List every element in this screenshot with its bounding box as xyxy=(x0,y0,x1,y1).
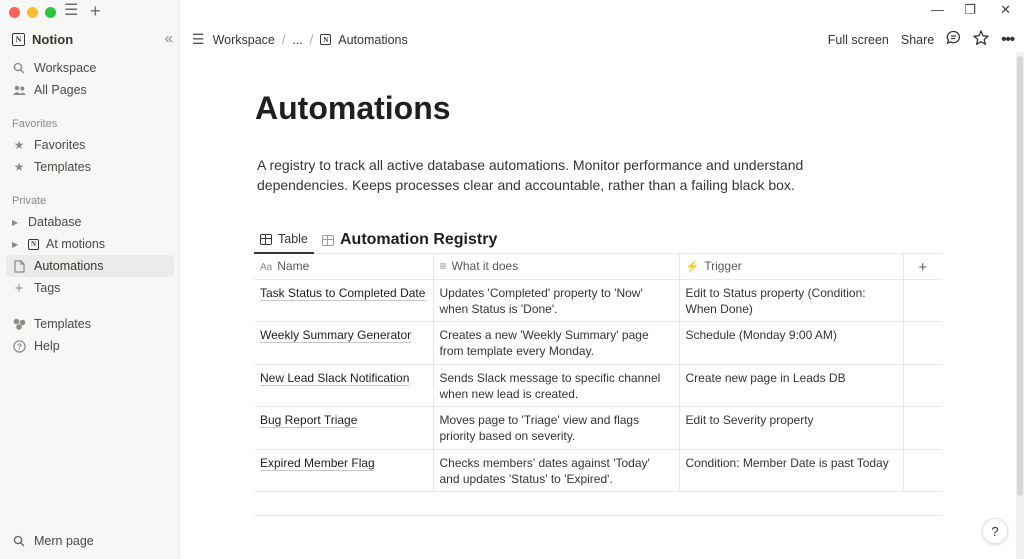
table-row[interactable] xyxy=(254,279,942,322)
sidebar-item-all-pages[interactable] xyxy=(6,79,174,101)
column-header-label: Name xyxy=(277,259,310,273)
sidebar-item-database[interactable] xyxy=(6,211,174,233)
column-header-label: What it does xyxy=(451,259,519,273)
collapse-sidebar-icon[interactable]: « xyxy=(164,30,170,47)
scrollbar-thumb[interactable] xyxy=(1017,56,1023,496)
tab-table[interactable] xyxy=(254,226,314,254)
lightning-icon: ⚡ xyxy=(685,261,700,273)
row-name[interactable]: New Lead Slack Notification xyxy=(260,370,410,385)
favorite-star-icon[interactable] xyxy=(973,30,989,49)
automation-registry-table xyxy=(254,254,942,492)
star-icon: ★ xyxy=(13,160,25,174)
search-icon xyxy=(12,535,26,547)
notion-logo-icon: N xyxy=(12,33,25,46)
sidebar-item-label: Workspace xyxy=(34,61,97,75)
row-empty-cell xyxy=(903,449,942,492)
window-traffic-lights xyxy=(9,7,56,18)
page-icon xyxy=(12,260,26,273)
breadcrumb-separator: / xyxy=(281,32,286,47)
breadcrumb-automations[interactable]: Automations xyxy=(338,32,408,47)
row-trigger[interactable]: Create new page in Leads DB xyxy=(679,364,903,407)
sidebar xyxy=(0,0,180,559)
restore-icon[interactable]: ❐ xyxy=(964,2,976,17)
row-empty-cell xyxy=(903,407,942,450)
divider xyxy=(254,515,942,516)
share-button[interactable]: Share xyxy=(900,32,935,47)
sidebar-item-favorites[interactable] xyxy=(6,134,174,156)
row-empty-cell xyxy=(903,322,942,365)
row-name[interactable]: Expired Member Flag xyxy=(260,455,375,470)
row-trigger[interactable]: Condition: Member Date is past Today xyxy=(679,449,903,492)
help-circle-icon xyxy=(12,340,26,353)
search-icon xyxy=(12,62,26,74)
row-trigger[interactable]: Edit to Status property (Condition: When Done) xyxy=(679,279,903,322)
row-what[interactable]: Creates a new 'Weekly Summary' page from template every Monday. xyxy=(433,322,679,365)
top-actions xyxy=(828,30,1014,49)
sidebar-item-automations[interactable] xyxy=(6,255,174,277)
column-header-label: Trigger xyxy=(704,259,742,273)
title-property-icon: Aa xyxy=(260,262,273,273)
tab-table-label: Table xyxy=(278,232,308,246)
shapes-icon xyxy=(12,318,26,330)
sidebar-item-label: Favorites xyxy=(34,138,86,152)
breadcrumb xyxy=(192,31,408,48)
sidebar-item-label: Automations xyxy=(34,259,104,273)
caret-right-icon[interactable]: ▶ xyxy=(12,239,19,249)
caret-right-icon[interactable]: ▶ xyxy=(12,217,19,227)
row-what[interactable]: Sends Slack message to specific channel when new lead is created. xyxy=(433,364,679,407)
table-icon xyxy=(322,235,334,246)
column-header-what[interactable] xyxy=(433,254,679,279)
row-trigger[interactable]: Edit to Severity property xyxy=(679,407,903,450)
hamburger-icon[interactable]: ☰ xyxy=(192,31,205,47)
search-page-button[interactable] xyxy=(12,534,94,548)
page-description: A registry to track all active database automations. Monitor performance and understand dependencies. Keeps processes clear and accountable, rather than a failing black box. xyxy=(257,157,804,193)
row-name[interactable]: Task Status to Completed Date xyxy=(260,285,426,300)
minimize-icon[interactable]: — xyxy=(931,2,944,17)
row-empty-cell xyxy=(903,279,942,322)
sidebar-item-templates-fav[interactable] xyxy=(6,156,174,178)
top-bar xyxy=(180,26,1024,52)
database-title-row xyxy=(322,226,497,254)
sidebar-item-label: Help xyxy=(34,339,60,353)
column-header-name[interactable] xyxy=(254,254,433,279)
menu-icon[interactable]: ☰ xyxy=(64,2,79,19)
database-view-tabs xyxy=(254,226,942,254)
new-tab-icon[interactable]: + xyxy=(90,1,101,21)
sidebar-item-at-motions[interactable] xyxy=(6,233,174,255)
sidebar-item-label: At motions xyxy=(46,237,106,251)
more-options-icon[interactable]: ••• xyxy=(1001,31,1014,48)
plus-icon: + xyxy=(14,279,24,297)
notion-logo-icon: N xyxy=(320,34,331,45)
comment-icon[interactable] xyxy=(946,30,961,49)
table-row[interactable] xyxy=(254,407,942,450)
workspace-name: Notion xyxy=(32,31,74,47)
column-header-trigger[interactable] xyxy=(679,254,903,279)
notion-logo-icon: N xyxy=(28,239,39,250)
breadcrumb-separator: / xyxy=(309,32,314,47)
table-row[interactable] xyxy=(254,364,942,407)
close-window-dot[interactable] xyxy=(9,7,20,18)
sidebar-item-tags[interactable] xyxy=(6,277,174,299)
full-screen-button[interactable]: Full screen xyxy=(827,32,889,47)
table-row[interactable] xyxy=(254,449,942,492)
page-title: Automations xyxy=(255,90,451,126)
table-row[interactable] xyxy=(254,322,942,365)
breadcrumb-workspace[interactable]: Workspace xyxy=(212,32,275,47)
svg-text:?: ? xyxy=(16,341,22,352)
sidebar-item-label: Templates xyxy=(34,317,91,331)
sidebar-item-templates[interactable] xyxy=(6,313,174,335)
row-empty-cell xyxy=(903,364,942,407)
sidebar-item-help[interactable] xyxy=(6,335,174,357)
help-button[interactable]: ? xyxy=(982,518,1008,544)
search-page-label: Mern page xyxy=(34,534,94,548)
favorites-heading: Favorites xyxy=(12,118,58,130)
people-icon xyxy=(12,85,26,96)
minimize-window-dot[interactable] xyxy=(27,7,38,18)
row-what[interactable]: Checks members' dates against 'Today' and updates 'Status' to 'Expired'. xyxy=(433,449,679,492)
sidebar-item-workspace[interactable] xyxy=(6,57,174,79)
row-what[interactable]: Moves page to 'Triage' view and flags priority based on severity. xyxy=(433,407,679,450)
row-trigger[interactable]: Schedule (Monday 9:00 AM) xyxy=(679,322,903,365)
row-what[interactable]: Updates 'Completed' property to 'Now' when Status is 'Done'. xyxy=(433,279,679,322)
sidebar-item-label: Database xyxy=(28,215,82,229)
star-icon: ★ xyxy=(13,138,25,152)
table-icon xyxy=(260,234,272,245)
table-header-row xyxy=(254,254,942,279)
sidebar-item-label: All Pages xyxy=(34,83,87,97)
add-column-button[interactable]: + xyxy=(903,254,942,279)
sidebar-item-label: Templates xyxy=(34,160,91,174)
maximize-window-dot[interactable] xyxy=(45,7,56,18)
sidebar-item-label: Tags xyxy=(34,281,61,295)
private-heading: Private xyxy=(12,195,47,207)
breadcrumb-ellipsis[interactable]: ... xyxy=(292,32,303,47)
workspace-switcher[interactable] xyxy=(6,29,174,49)
database-title[interactable]: Automation Registry xyxy=(340,231,498,248)
close-icon[interactable]: ✕ xyxy=(1000,2,1011,17)
text-icon: ≡ xyxy=(439,259,447,273)
row-name[interactable]: Weekly Summary Generator xyxy=(260,328,412,342)
row-name[interactable]: Bug Report Triage xyxy=(260,413,358,427)
